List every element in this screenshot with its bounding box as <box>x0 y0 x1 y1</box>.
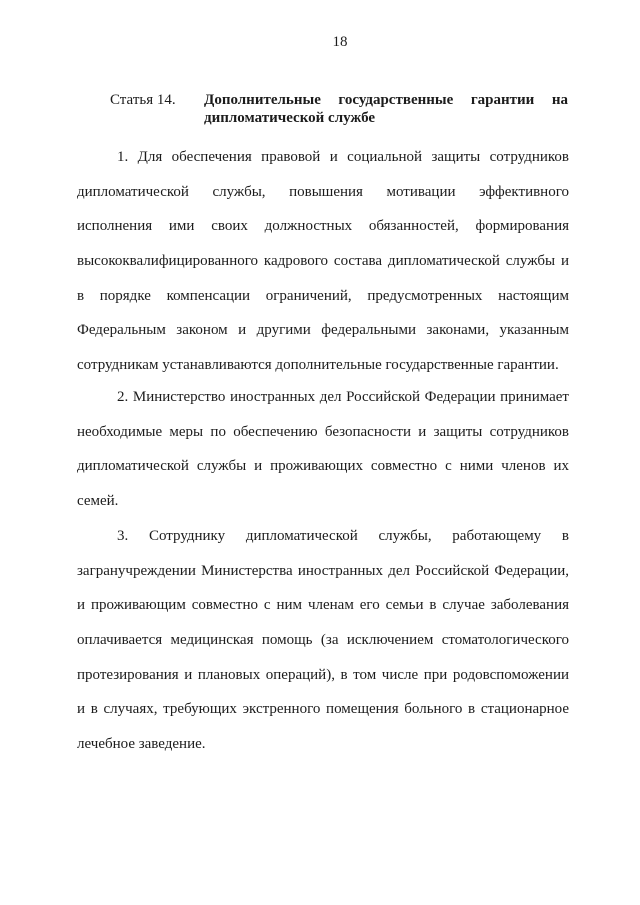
paragraph-line: дипломатической службы и проживающих совместно с ними членов их <box>77 458 569 475</box>
paragraph-line: исполнения ими своих должностных обязанностей, формирования <box>77 218 569 235</box>
paragraph-1 <box>77 140 569 383</box>
paragraph-line: семей. <box>77 493 119 510</box>
article-title-line: Дополнительные государственные гарантии на <box>204 92 568 108</box>
page-number: 18 <box>332 34 348 50</box>
article-title-line: дипломатической службе <box>204 110 376 126</box>
paragraph-line: и проживающим совместно с ним членам его семьи в случае заболевания <box>77 597 569 614</box>
paragraph-line: 3. Сотруднику дипломатической службы, работающему в <box>117 528 569 544</box>
article-label: Статья 14. <box>110 92 176 108</box>
paragraph-line: дипломатической службы, повышения мотивации эффективного <box>77 183 569 200</box>
paragraph-line: 2. Министерство иностранных дел Российской Федерации принимает <box>117 389 569 405</box>
article-title <box>204 91 568 127</box>
paragraph-2 <box>77 380 569 519</box>
paragraph-line: в порядке компенсации ограничений, предусмотренных настоящим <box>77 287 569 304</box>
paragraph-3 <box>77 519 569 762</box>
paragraph-line: 1. Для обеспечения правовой и социальной защиты сотрудников <box>117 149 569 165</box>
paragraph-line: и в случаях, требующих экстренного помещения больного в стационарное <box>77 701 569 718</box>
paragraph-line: загранучреждении Министерства иностранных дел Российской Федерации, <box>77 562 569 579</box>
paragraph-line: сотрудникам устанавливаются дополнительные государственные гарантии. <box>77 357 559 374</box>
paragraph-line: необходимые меры по обеспечению безопасности и защиты сотрудников <box>77 423 569 440</box>
paragraph-line: протезирования и плановых операций), в том числе при родовспоможении <box>77 666 569 683</box>
paragraph-line: высококвалифицированного кадрового состава дипломатической службы и <box>77 253 569 270</box>
paragraph-line: Федеральным законом и другими федеральными законами, указанным <box>77 322 569 339</box>
paragraph-line: лечебное заведение. <box>77 736 206 753</box>
paragraph-line: оплачивается медицинская помощь (за исключением стоматологического <box>77 632 569 649</box>
